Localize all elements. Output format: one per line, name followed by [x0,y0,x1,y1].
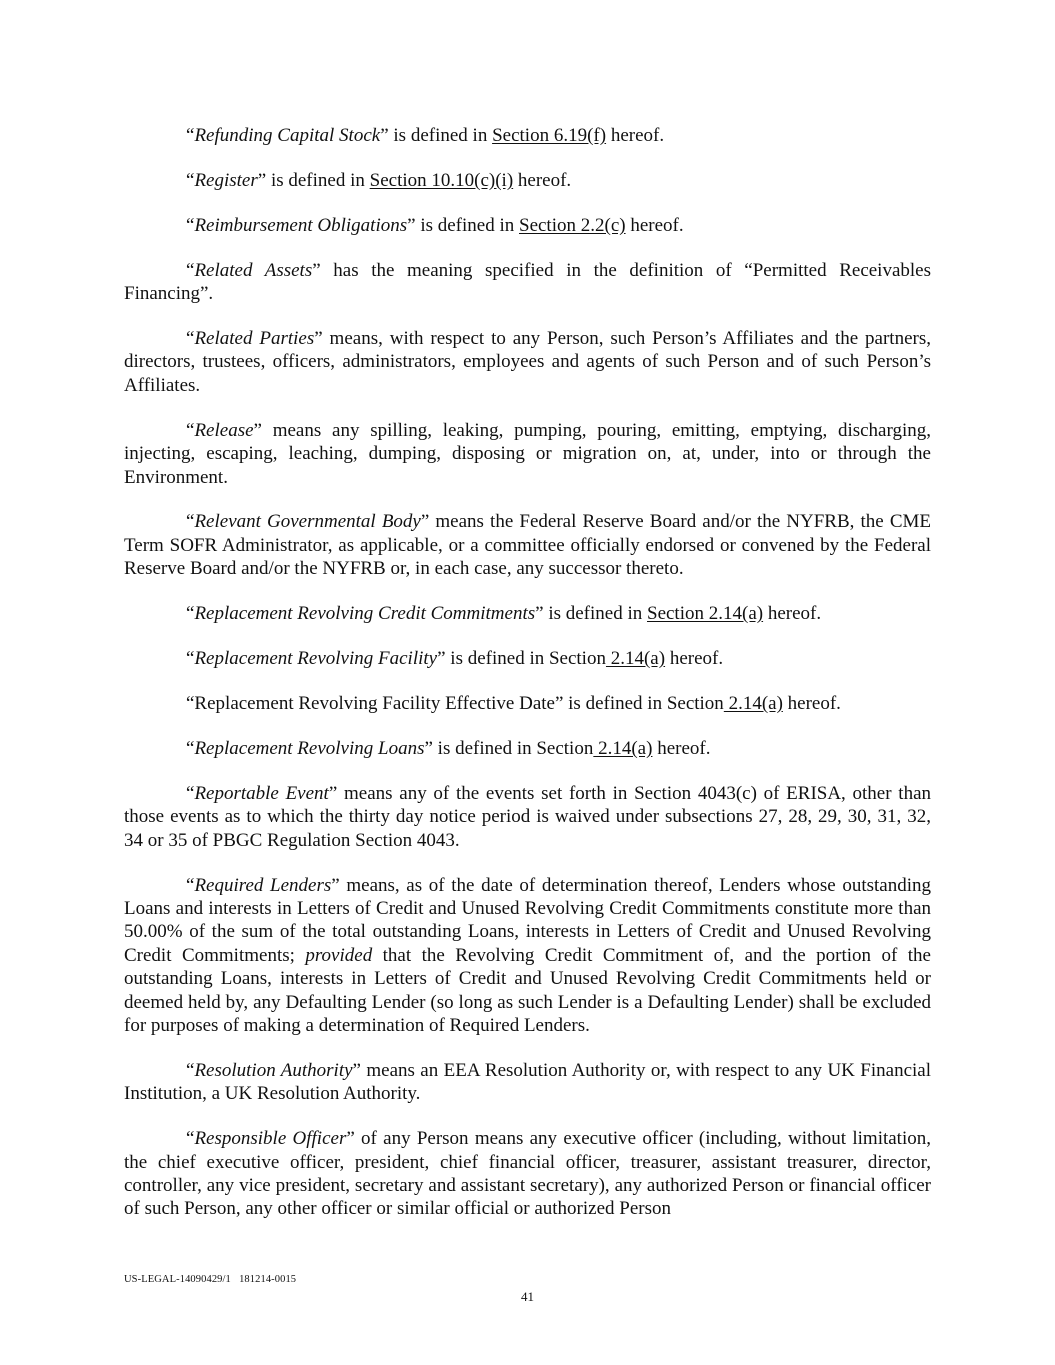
definition-paragraph [124,327,931,397]
definition-text-tail: hereof. [513,169,572,191]
definition-paragraph [124,214,931,237]
footer-document-id: US-LEGAL-14090429/1 181214-0015 [124,1274,297,1285]
definition-paragraph [124,692,931,715]
quote-close: ” [352,1059,361,1081]
quote-open: “ [186,1128,195,1150]
defined-term: Responsible Officer [194,1128,347,1150]
defined-term: Release [194,419,254,441]
quote-close: ” [328,782,338,804]
definition-paragraph [124,1059,931,1106]
quote-close: ” [346,1128,355,1150]
definition-paragraph [124,124,931,147]
definition-paragraph [124,1127,931,1221]
quote-open: “ [186,169,195,191]
quote-open: “ [186,737,195,759]
definition-text-tail: hereof. [652,737,711,759]
definition-text-tail: hereof. [782,693,841,714]
definition-text: is defined in Section [432,737,594,759]
definition-text-tail: that the Revolving Credit Commitment of, and the portion of the outstanding Loans, interests in Letters of Credit and Unused Revolving Credit Commitments held or deemed held by, any Defaulting Lender (so long as such Lender is a Defaulting Lender) shall be excluded for purposes of making a determination of Required Lenders. [124,944,931,1036]
definition-paragraph [124,510,931,580]
defined-term: Resolution Authority [194,1059,353,1081]
defined-term: Reportable Event [194,782,329,804]
quote-close: ” [437,648,446,670]
defined-term: Required Lenders [194,874,332,896]
quote-open: “ [186,328,195,350]
definition-text-tail: hereof. [606,125,665,146]
quote-open: “ [186,782,195,804]
defined-term: Replacement Revolving Facility [194,648,438,670]
definition-text-tail: hereof. [665,648,724,670]
definition-paragraph [124,602,931,625]
quote-open: “ [186,125,195,146]
quote-close: ” [407,214,416,236]
defined-term: Register [194,169,258,191]
defined-term: Related Parties [194,328,315,350]
definition-text: means, with respect to any Person, such Person’s Affiliates and the partners, directors, trustees, officers, administrators, employees and agents of such Person and of such Person’s Affiliates. [124,328,931,396]
quote-close: ” [535,603,544,625]
quote-close: ” [257,169,267,191]
definition-paragraph [124,782,931,852]
defined-term: Reimbursement Obligations [194,214,408,236]
section-reference-link[interactable]: 2.14(a) [593,737,653,759]
quote-open: “ [186,259,195,281]
definition-paragraph [124,647,931,670]
definition-paragraph [124,419,931,489]
quote-open: “ [186,511,195,533]
definition-text: is defined in [266,169,370,191]
definition-text: of any Person means any executive officer (including, without limitation, the chief executive officer, president, chief financial officer, treasurer, assistant treasurer, director, controller, any vice president, secretary and assistant secretary), any authorized Person or financial officer of such Person, any other officer or similar official or authorized Person [124,1128,931,1220]
defined-term: Related Assets [194,259,313,281]
defined-term: Replacement Revolving Credit Commitments [194,603,536,625]
section-reference-link[interactable]: 2.14(a) [605,648,666,670]
quote-close: ” [253,419,262,441]
quote-open: “ [186,603,195,625]
defined-term: Replacement Revolving Loans [194,737,425,759]
definition-paragraph [124,737,931,760]
section-reference-link[interactable]: 2.14(a) [723,693,783,714]
definition-text: “Replacement Revolving Facility Effective Date” is defined in Section [186,693,724,714]
quote-open: “ [186,648,195,670]
defined-term: Refunding Capital Stock [194,125,381,146]
definition-text: means an EEA Resolution Authority or, with respect to any UK Financial Institution, a UK Resolution Authority. [124,1059,931,1105]
definition-text: means any of the events set forth in Section 4043(c) of ERISA, other than those events as to which the thirty day notice period is waived under subsections 27, 28, 29, 30, 31, 32, 34 or 35 of PBGC Regulation Section 4043. [124,782,931,851]
definition-text: is defined in [543,603,647,625]
quote-open: “ [186,214,195,236]
quote-close: ” [424,737,433,759]
document-body [124,124,931,1242]
quote-close: ” [420,511,430,533]
definition-text: is defined in [415,214,519,236]
defined-term: Relevant Governmental Body [194,511,421,533]
definition-paragraph [124,874,931,1038]
quote-close: ” [314,328,323,350]
definition-text-tail: hereof. [763,603,822,625]
section-reference-link[interactable]: Section 2.14(a) [647,603,764,625]
definition-text: means any spilling, leaking, pumping, pouring, emitting, emptying, discharging, injecting, escaping, leaching, dumping, disposing or migration on, at, under, into or through the Environment. [124,419,931,488]
quote-open: “ [186,419,195,441]
definition-text-tail: hereof. [625,214,684,236]
section-reference-link[interactable]: Section 6.19(f) [492,125,607,146]
definition-paragraph [124,169,931,192]
quote-open: “ [186,1059,195,1081]
definition-text: means the Federal Reserve Board and/or the NYFRB, the CME Term SOFR Administrator, as applicable, or a committee officially endorsed or convened by the Federal Reserve Board and/or the NYFRB or, in each case, any successor thereto. [124,511,931,580]
quote-close: ” [331,874,340,896]
definition-paragraph [124,259,931,306]
section-reference-link[interactable]: Section 2.2(c) [519,214,626,236]
definition-text: is defined in Section [445,648,606,670]
quote-open: “ [186,874,195,896]
definition-text: has the meaning specified in the definition of “Permitted Receivables Financing”. [124,259,931,305]
definition-text: is defined in [388,125,493,146]
definition-text: means, as of the date of determination thereof, Lenders whose outstanding Loans and interests in Letters of Credit and Unused Revolving Credit Commitments constitute more than 50.00% of the sum of the total outstanding Loans, interests in Letters of Credit and Unused Revolving Credit Commitments; [124,874,931,966]
emphasis-provided: provided [305,944,373,966]
quote-close: ” [312,259,321,281]
section-reference-link[interactable]: Section 10.10(c)(i) [369,169,514,191]
quote-close: ” [380,125,389,146]
page-number: 41 [521,1289,534,1304]
